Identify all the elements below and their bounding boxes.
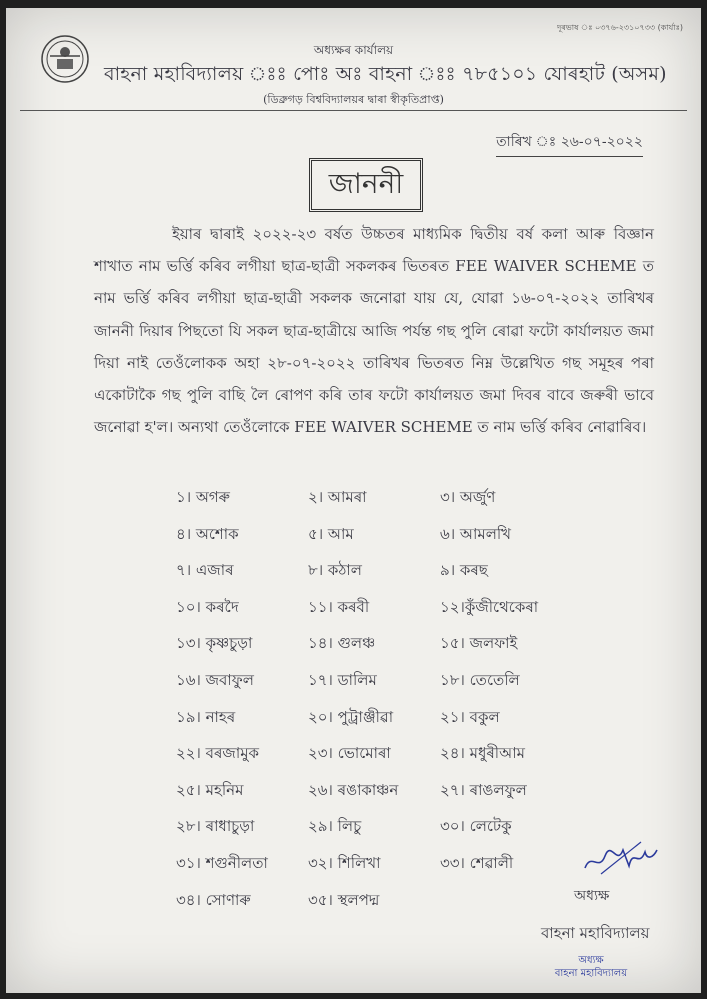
affiliation: (ডিব্ৰুগড় বিশ্ববিদ্যালয়ৰ দ্বাৰা স্বীকৃতিপ্ৰাপ্ত) xyxy=(263,93,444,106)
tree-item: ২৬। ৰঙাকাঞ্চন xyxy=(308,780,399,799)
phone-number: দূৰভাষ ঃ ০৩৭৬-২৩১০৭৩৩ (কাৰ্যাঃ) xyxy=(557,23,683,32)
college-name: বাহনা মহাবিদ্যালয় ঃঃ পোঃ অঃ বাহনা ঃঃ ৭৮৫১০১ যোৰহাট (অসম) xyxy=(104,63,667,85)
notice-body xyxy=(94,218,654,443)
tree-item: ১৩। কৃষ্ণচুড়া xyxy=(176,634,253,653)
tree-row xyxy=(176,596,596,633)
tree-item: ৭। এজাৰ xyxy=(176,561,234,580)
signatory-designation: অধ্যক্ষ xyxy=(574,888,610,904)
tree-item: ৩২। শিলিখা xyxy=(308,853,381,872)
tree-item: ২২। বৰজামুক xyxy=(176,744,260,763)
stamp-line-2: বাহনা মহাবিদ্যালয় xyxy=(554,968,628,979)
stamp-line-1: অধ্যক্ষ xyxy=(578,955,604,966)
tree-item: ২৩। ভোমোৰা xyxy=(308,744,391,763)
tree-item: ২৪। মধুৰীআম xyxy=(440,744,525,763)
notice-date: তাৰিখ ঃ ২৬-০৭-২০২২ xyxy=(496,130,643,157)
tree-item: ১৬। জবাফুল xyxy=(176,670,254,689)
tree-item: ৩০। লেটেকু xyxy=(440,817,512,836)
notice-title-text: জাননী xyxy=(328,166,404,200)
tree-row xyxy=(176,486,596,523)
tree-row xyxy=(176,742,596,779)
tree-row xyxy=(176,779,596,816)
tree-item: ১২।কুঁজীথেকেৰা xyxy=(440,597,539,616)
tree-item: ২০। পুট্ৰাঞ্জীৱা xyxy=(308,707,394,726)
tree-item: ৪। অশোক xyxy=(176,524,239,543)
signatory-college: বাহনা মহাবিদ্যালয় xyxy=(541,924,650,942)
tree-item: ১০। কৰদৈ xyxy=(176,597,239,616)
tree-item: ২৫। মহনিম xyxy=(176,780,244,799)
tree-row xyxy=(176,815,596,852)
signature-scribble xyxy=(581,838,661,878)
tree-item: ২৭। ৰাঙলফুল xyxy=(440,780,527,799)
tree-item: ১৮। তেতেলি xyxy=(440,670,520,689)
tree-item: ৩৪। সোণাৰু xyxy=(176,890,251,909)
tree-item: ৩১। শগুনীলতা xyxy=(176,853,268,872)
header-divider xyxy=(20,110,687,111)
tree-row xyxy=(176,852,596,889)
tree-item: ৫। আম xyxy=(308,524,354,543)
tree-item: ৬। আমলখি xyxy=(440,524,512,543)
tree-item xyxy=(440,889,572,926)
tree-item: ২। আমৰা xyxy=(308,488,367,506)
tree-row xyxy=(176,669,596,706)
tree-item: ১৪। গুলঞ্চ xyxy=(308,634,376,653)
official-stamp xyxy=(536,954,646,980)
tree-item: ৮। কঠাল xyxy=(308,561,362,580)
tree-item: ১৭। ডালিম xyxy=(308,670,377,689)
tree-row xyxy=(176,889,596,926)
office-heading: অধ্যক্ষৰ কাৰ্যালয় xyxy=(313,43,394,57)
tree-row xyxy=(176,559,596,596)
tree-list xyxy=(176,486,596,925)
tree-item: ১৫। জলফাই xyxy=(440,634,518,653)
tree-item: ৯। কৰছ xyxy=(440,561,488,580)
notice-title xyxy=(309,158,423,212)
tree-item: ২৮। ৰাধাচুড়া xyxy=(176,817,255,836)
notice-paper xyxy=(6,8,701,993)
tree-item: ৩। অৰ্জুণ xyxy=(440,488,496,506)
tree-row xyxy=(176,523,596,560)
notice-paragraph: ইয়াৰ দ্বাৰাই ২০২২-২৩ বৰ্ষত উচ্চতৰ মাধ্যমিক দ্বিতীয় বৰ্ষ কলা আৰু বিজ্ঞান শাখাত নাম ভৰ্ত্তি কৰিব লগীয়া ছাত্ৰ-ছাত্ৰী সকলকৰ ভিতৰত FEE WAIVER SCHEME ত নাম ভৰ্ত্তি কৰিব লগীয়া ছাত্ৰ-ছাত্ৰী সকলক জনোৱা যায় যে, যোৱা ১৬-০৭-২০২২ তাৰিখৰ জাননী দিয়াৰ পিছতো যি সকল ছাত্ৰ-ছাত্ৰীয়ে আজি পৰ্যন্ত গছ পুলি ৰোৱা ফটো কাৰ্যালয়ত জমা দিয়া নাই তেওঁলোকক অহা ২৮-০৭-২০২২ তাৰিখৰ ভিতৰত নিম্ন উল্লেখিত গছ সমূহৰ পৰা একোটাকৈ গছ পুলি বাছি লৈ ৰোপণ কৰি তাৰ ফটো কাৰ্যালয়ত জমা দিবৰ বাবে জৰুৰী ভাবে জনোৱা হ'ল। অন্যথা তেওঁলোকে FEE WAIVER SCHEME ত নাম ভৰ্ত্তি কৰিব নোৱাৰিব। xyxy=(94,225,654,437)
tree-item: ৩৫। স্থলপদ্ম xyxy=(308,890,380,909)
tree-item: ২১। বকুল xyxy=(440,707,500,726)
tree-item: ১৯। নাহৰ xyxy=(176,707,236,726)
tree-row xyxy=(176,632,596,669)
tree-item: ১। অগৰু xyxy=(176,488,230,506)
tree-item: ৩৩। শেৱালী xyxy=(440,853,514,872)
tree-item: ১১। কৰবী xyxy=(308,597,370,616)
tree-row xyxy=(176,706,596,743)
tree-item: ২৯। লিচু xyxy=(308,817,362,836)
